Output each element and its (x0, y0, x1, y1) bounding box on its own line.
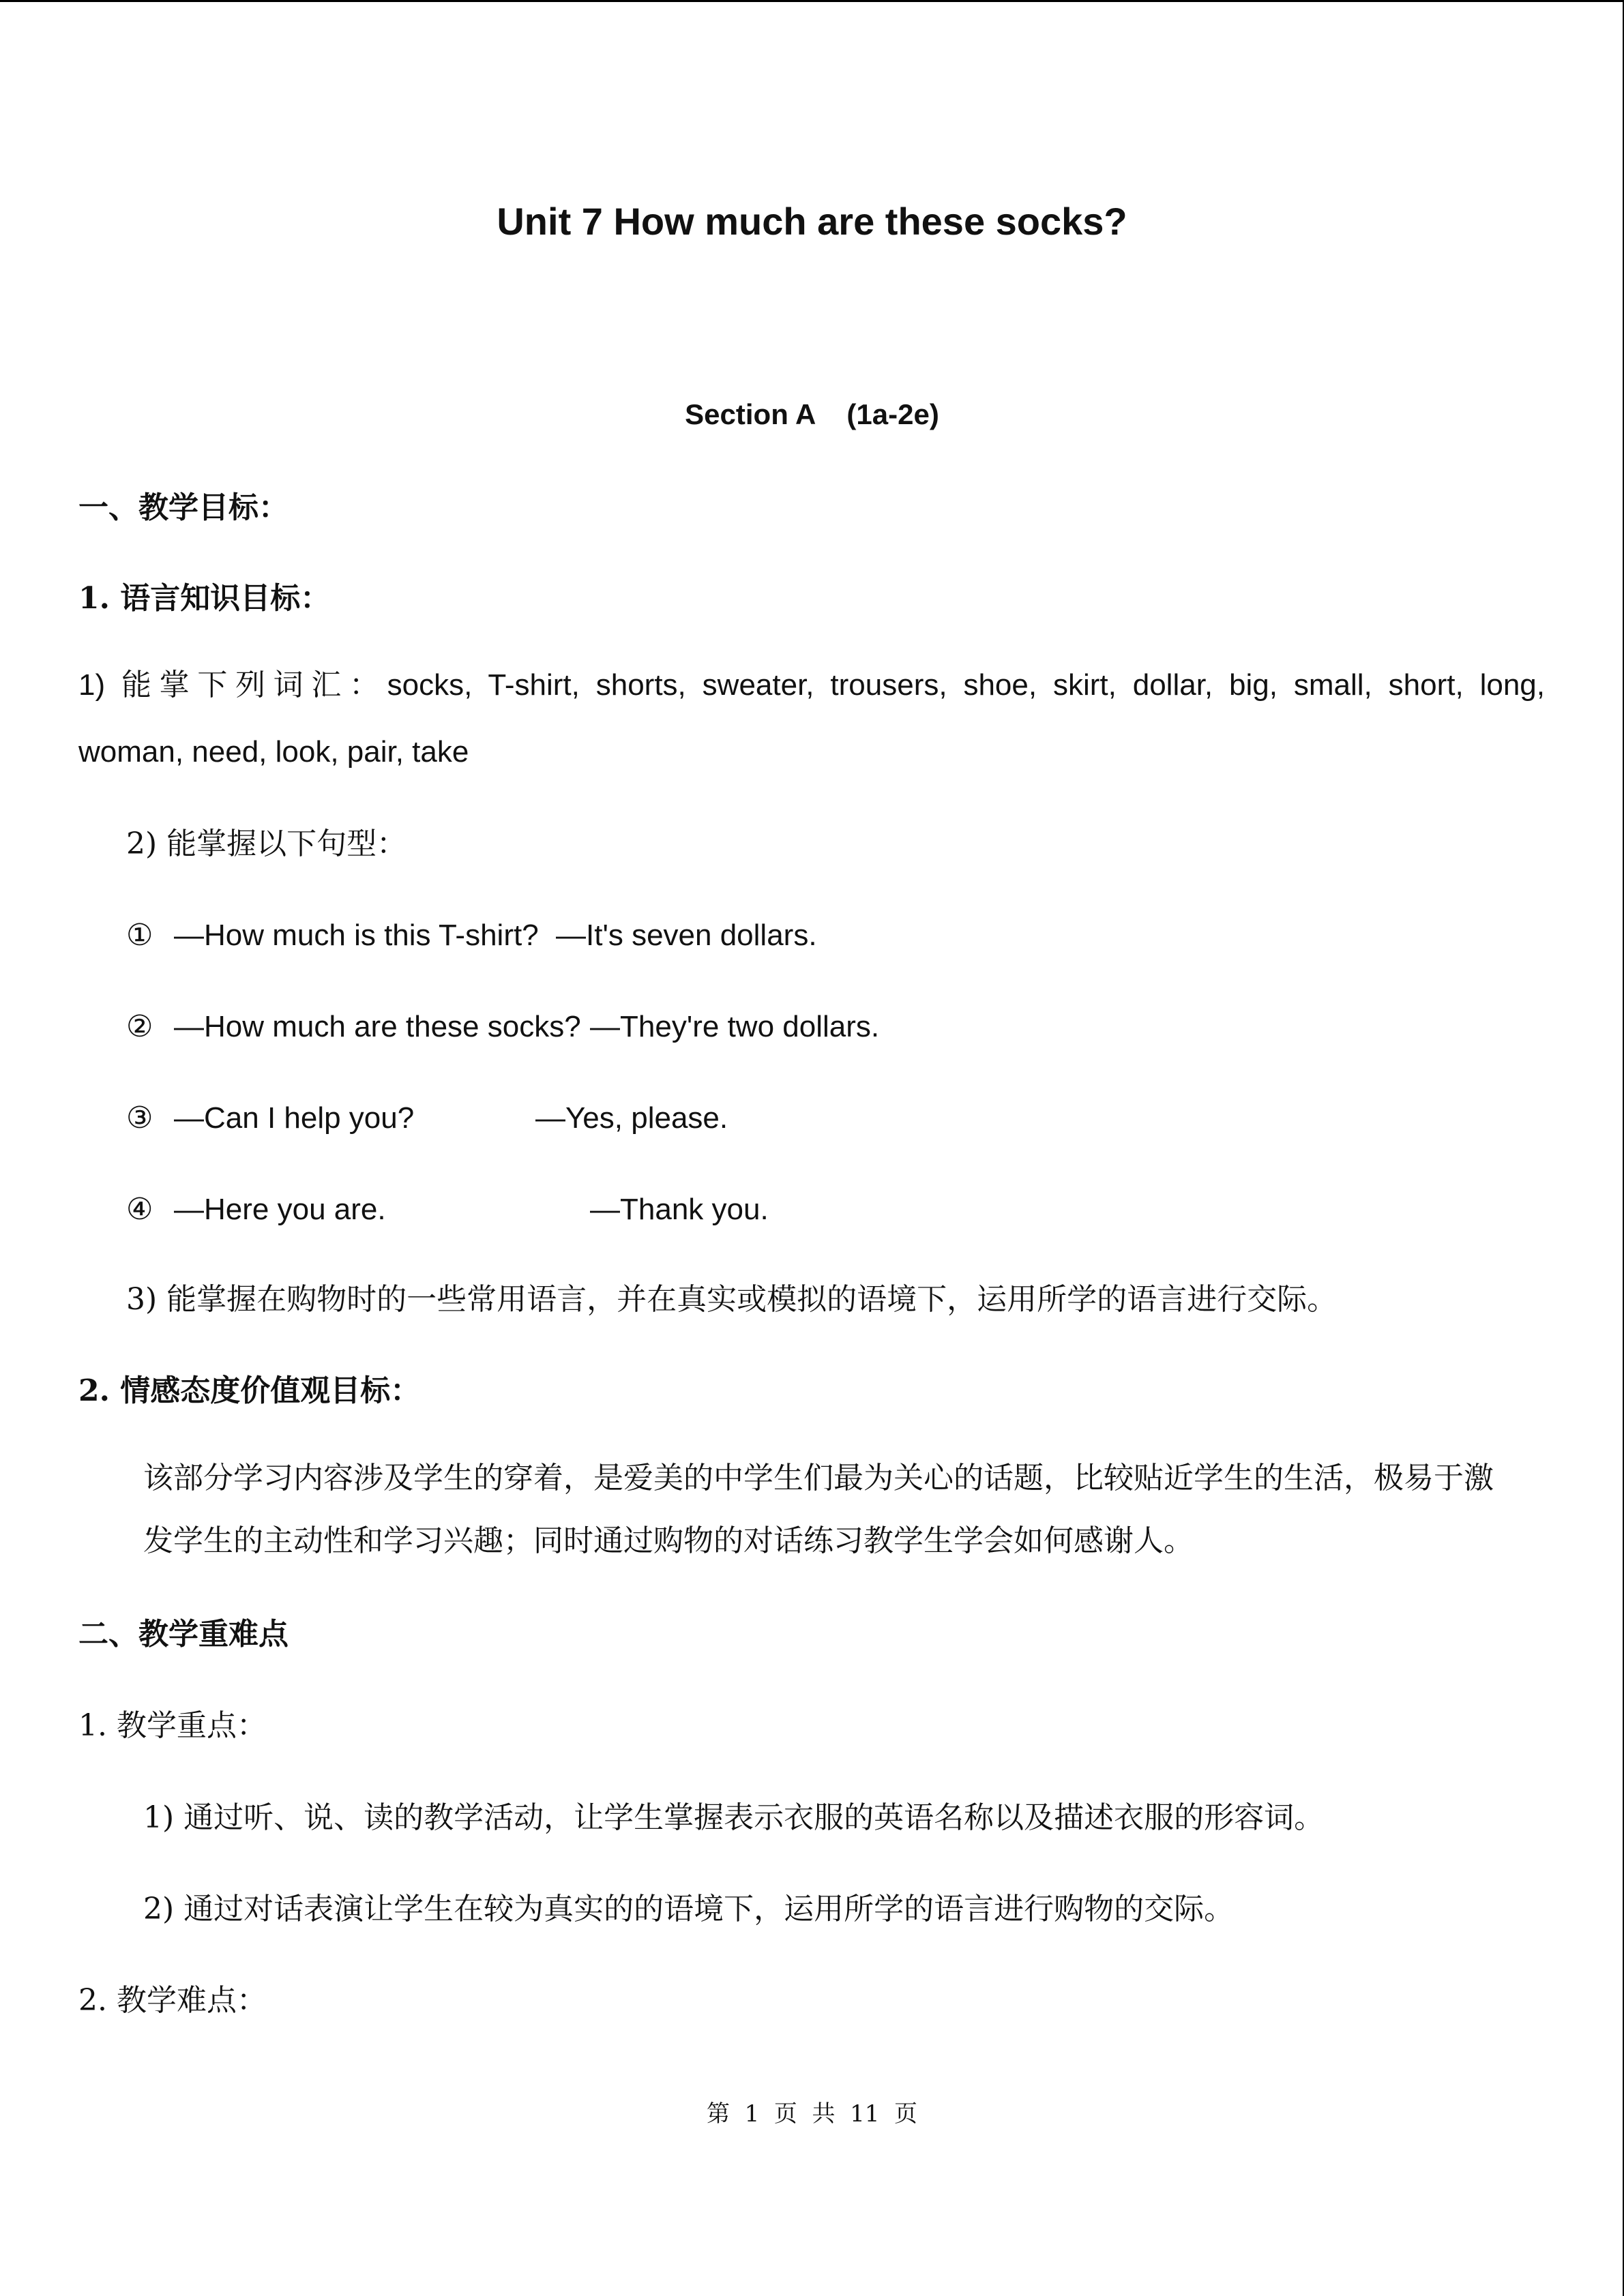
document-title: Unit 7 How much are these socks? (497, 200, 1127, 243)
key-points-heading: 1. 教学重点： (78, 1708, 267, 1743)
difficult-points-heading: 2. 教学难点： (78, 1983, 267, 2018)
question-text: —How much are these socks? (174, 1010, 581, 1043)
subheading-emotion-goals: 2. 情感态度价值观目标： (78, 1373, 421, 1408)
top-border-line (0, 0, 1624, 2)
page-number-footer: 第 1 页 共 11 页 (707, 2100, 917, 2128)
sentence-item (126, 1007, 879, 1047)
item-marker: ② (126, 1009, 153, 1044)
sentence-patterns-intro: 2) 能掌握以下句型： (126, 826, 407, 861)
key-point-item: 1) 通过听、说、读的教学活动，让学生掌握表示衣服的英语名称以及描述衣服的形容词。 (143, 1800, 1325, 1835)
item-marker: ④ (126, 1192, 153, 1227)
section-label: Section A (1a-2e) (685, 398, 939, 430)
item-3-communication: 3) 能掌握在购物时的一些常用语言，并在真实或模拟的语境下，运用所学的语言进行交际。 (126, 1282, 1338, 1317)
sentence-item (126, 1098, 728, 1139)
sentence-item (126, 915, 817, 956)
vocab-line-1: 1) 能掌下列词汇：socks, T-shirt, shorts, sweater, trousers, shoe, skirt, dollar, big, small, short, long, (78, 668, 1545, 702)
item-marker: ③ (126, 1101, 153, 1135)
answer-text: —Thank you. (590, 1193, 769, 1226)
vocab-line-2: woman, need, look, pair, take (78, 735, 469, 769)
emotion-paragraph: 该部分学习内容涉及学生的穿着，是爱美的中学生们最为关心的话题，比较贴近学生的生活，极易于激发学生的主动性和学习兴趣；同时通过购物的对话练习教学生学会如何感谢人。 (143, 1461, 1494, 1558)
heading-teaching-goals: 一、教学目标： (78, 490, 289, 525)
key-point-item: 2) 通过对话表演让学生在较为真实的的语境下，运用所学的语言进行购物的交际。 (143, 1892, 1235, 1926)
answer-text: —Yes, please. (535, 1101, 728, 1135)
question-text: —Can I help you? (174, 1101, 415, 1135)
answer-text: —They're two dollars. (590, 1010, 880, 1043)
item-marker: ① (126, 918, 153, 953)
question-text: —Here you are. (174, 1193, 386, 1226)
subheading-language-goals: 1. 语言知识目标： (78, 581, 331, 616)
answer-text: —It's seven dollars. (556, 919, 817, 952)
question-text: —How much is this T-shirt? (174, 919, 539, 952)
sentence-item (126, 1189, 769, 1230)
heading-key-difficult-points: 二、教学重难点 (78, 1617, 289, 1652)
